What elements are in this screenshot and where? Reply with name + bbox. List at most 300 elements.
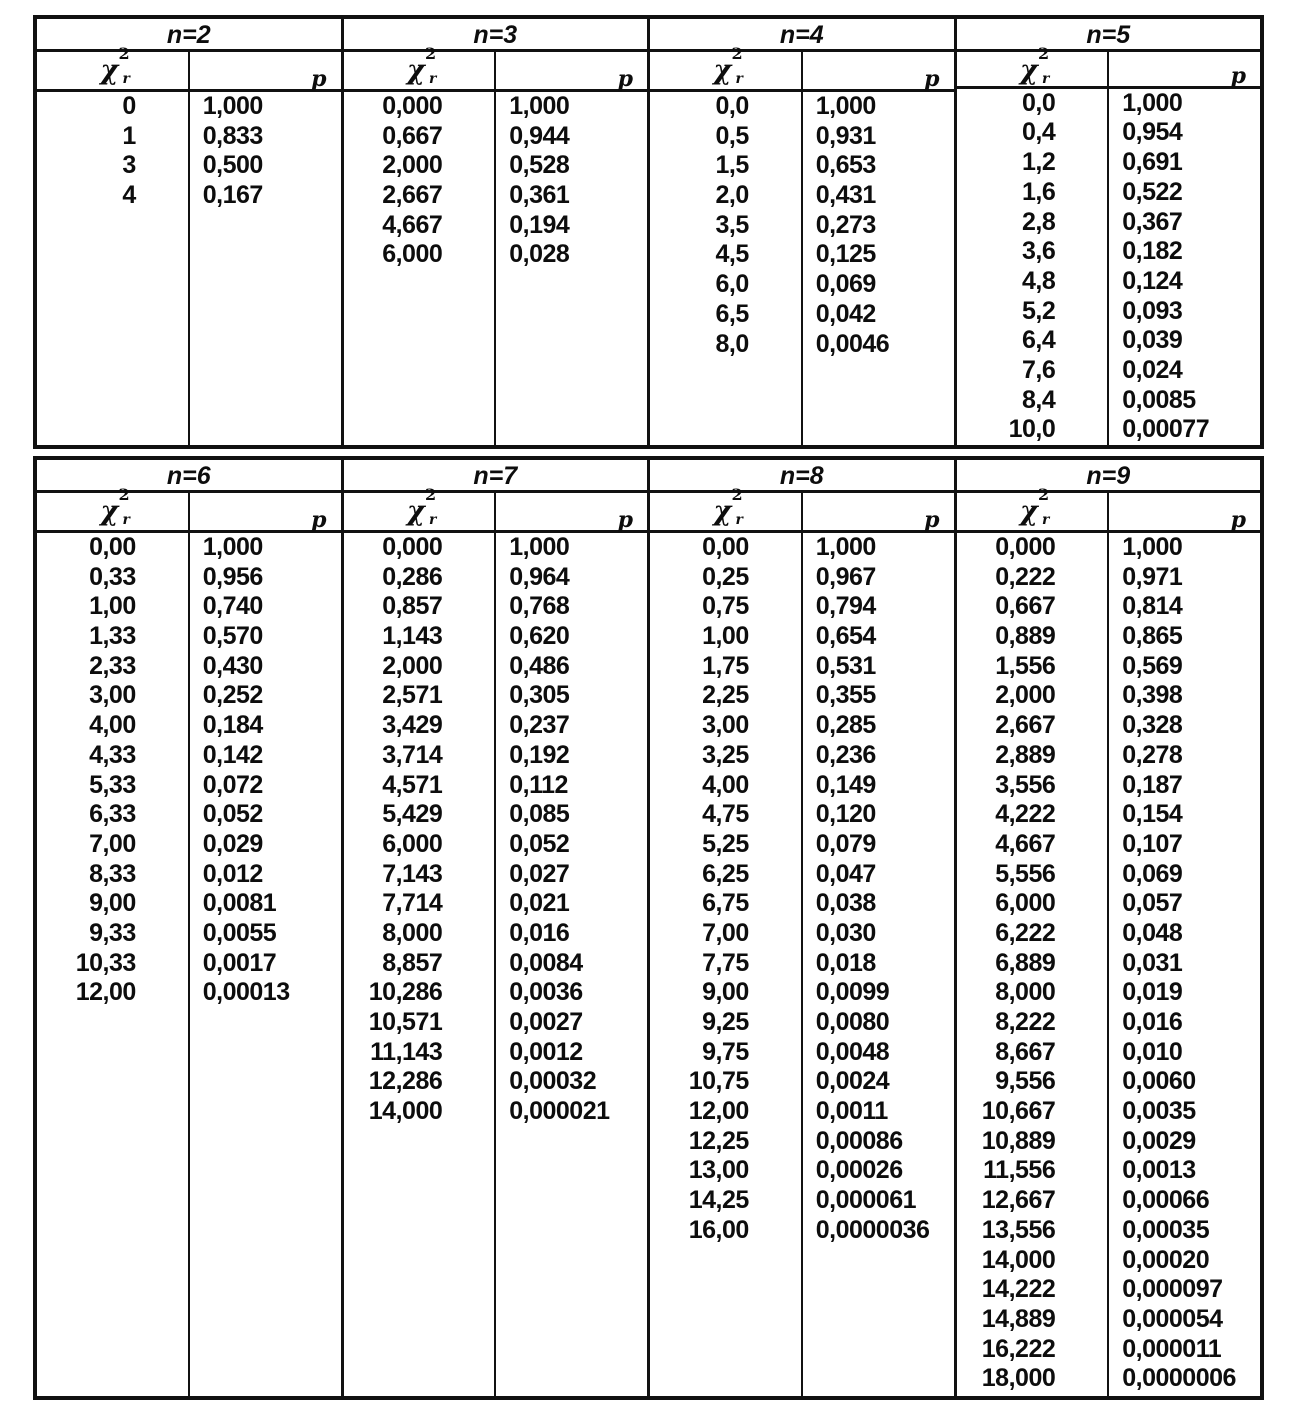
chi-square-header	[957, 485, 1108, 530]
p-value: 0,0060	[1122, 1067, 1196, 1096]
chi-square-symbol: χ 2 r	[1019, 44, 1050, 87]
p-value: 0,931	[815, 121, 876, 150]
p-value: 0,027	[509, 859, 570, 888]
p-value: 0,768	[509, 592, 570, 621]
p-value: 0,367	[1122, 207, 1183, 236]
chi-square-symbol: χ 2 r	[100, 485, 130, 528]
chi-square-value: 9,75	[702, 1037, 749, 1066]
chi-square-column	[37, 533, 188, 1396]
chi-square-value: 2,25	[702, 681, 749, 710]
p-value: 0,0035	[1122, 1097, 1196, 1126]
p-value: 0,047	[815, 859, 876, 888]
chi-square-value: 13,00	[688, 1156, 749, 1185]
chi-square-value: 4	[122, 181, 136, 210]
chi-square-value: 0,222	[995, 562, 1056, 591]
p-value: 0,355	[815, 681, 876, 710]
group-body	[957, 533, 1261, 1396]
p-value: 0,0024	[815, 1067, 890, 1096]
chi-square-value: 16,222	[981, 1334, 1056, 1363]
chi-square-value: 4,222	[995, 800, 1056, 829]
p-value: 0,964	[509, 562, 570, 591]
chi-square-column	[957, 533, 1108, 1396]
chi-square-value: 0,000	[995, 533, 1056, 561]
p-value: 0,167	[202, 181, 263, 210]
chi-square-subscript: r	[735, 71, 743, 87]
chi-square-superscript: 2	[118, 485, 130, 504]
chi-square-value: 8,222	[995, 1008, 1056, 1036]
chi-square-value: 2,33	[89, 651, 136, 680]
chi-square-superscript: 2	[1037, 44, 1050, 63]
chi-square-value: 2,0	[715, 181, 749, 210]
chi-square-value: 12,00	[75, 978, 136, 1007]
chi-square-value: 6,000	[995, 889, 1056, 918]
chi-square-value: 2,000	[382, 151, 443, 180]
chi-square-value: 12,25	[688, 1126, 749, 1155]
chi-square-value: 4,8	[1021, 266, 1056, 295]
chi-square-value: 3,429	[382, 711, 443, 740]
column-subheader-row	[957, 485, 1261, 533]
column-subheader-row	[650, 44, 954, 92]
p-value: 0,124	[1122, 266, 1183, 295]
p-value: 1,000	[1122, 88, 1183, 117]
group-body	[957, 89, 1261, 445]
p-value: 0,740	[202, 592, 263, 621]
p-value-column	[801, 533, 954, 1396]
chi-square-value: 4,571	[382, 770, 443, 799]
p-value: 0,569	[1122, 651, 1183, 680]
p-value: 0,019	[1122, 978, 1183, 1007]
chi-square-value: 5,556	[995, 859, 1056, 888]
p-value: 0,833	[202, 121, 263, 150]
p-value: 0,361	[509, 181, 570, 210]
p-value: 0,0000036	[815, 1215, 930, 1244]
chi-square-value: 5,429	[382, 800, 443, 829]
p-value-column	[801, 92, 954, 445]
group-header: n=5	[957, 19, 1261, 52]
p-value: 0,107	[1122, 829, 1183, 858]
group-header: n=2	[37, 19, 341, 52]
p-value-column	[494, 533, 647, 1396]
p-value: 0,182	[1122, 237, 1183, 266]
chi-square-value: 6,4	[1021, 326, 1056, 355]
p-symbol: p	[311, 66, 327, 92]
group-header: n=3	[344, 19, 648, 52]
p-value: 0,0017	[202, 948, 277, 977]
p-value: 0,430	[202, 651, 263, 680]
p-value: 0,030	[815, 918, 876, 947]
p-value: 0,273	[815, 210, 876, 239]
chi-square-value: 6,33	[89, 800, 136, 829]
chi-square-value: 3,25	[702, 740, 749, 769]
chi-square-value: 7,75	[702, 948, 749, 977]
p-value: 0,010	[1122, 1037, 1183, 1066]
p-value: 0,00077	[1122, 415, 1210, 444]
p-value: 0,0081	[202, 889, 277, 918]
column-subheader-row	[957, 44, 1261, 89]
p-value: 1,000	[509, 92, 570, 120]
chi-square-column	[650, 92, 801, 445]
p-value: 0,184	[202, 711, 263, 740]
chi-square-value: 3	[122, 151, 136, 180]
chi-square-value: 0,33	[89, 562, 136, 591]
chi-square-value: 0,75	[702, 592, 749, 621]
chi-square-value: 9,00	[89, 889, 136, 918]
chi-square-subscript: r	[1041, 512, 1050, 528]
p-value: 0,570	[202, 622, 263, 651]
p-symbol: p	[1230, 507, 1246, 533]
chi-square-value: 6,0	[715, 270, 749, 299]
p-value: 0,018	[815, 948, 876, 977]
chi-square-value: 2,000	[382, 651, 443, 680]
chi-square-header	[650, 485, 801, 530]
p-value-header	[1107, 52, 1260, 89]
p-value: 0,052	[202, 800, 263, 829]
column-subheader-row	[37, 485, 341, 533]
p-value: 0,125	[815, 240, 876, 269]
p-value: 0,305	[509, 681, 570, 710]
chi-square-value: 3,00	[89, 681, 136, 710]
p-value: 0,654	[815, 622, 876, 651]
p-value: 0,971	[1122, 562, 1183, 591]
group-body	[650, 533, 954, 1396]
chi-square-value: 0,000	[382, 92, 443, 120]
p-value: 0,0084	[509, 948, 583, 977]
chi-square-value: 3,714	[382, 740, 443, 769]
p-value: 0,865	[1122, 622, 1183, 651]
chi-square-value: 8,000	[382, 918, 443, 947]
chi-square-header	[344, 485, 495, 530]
chi-square-value: 14,000	[981, 1245, 1056, 1274]
chi-square-value: 3,00	[702, 711, 749, 740]
chi-square-value: 12,667	[981, 1186, 1056, 1215]
p-value: 0,0013	[1122, 1156, 1196, 1185]
p-symbol: p	[617, 507, 633, 533]
chi-square-value: 6,75	[702, 889, 749, 918]
column-subheader-row	[650, 485, 954, 533]
p-value: 1,000	[815, 533, 876, 561]
chi-square-value: 13,556	[981, 1215, 1056, 1244]
chi-square-value: 14,222	[981, 1275, 1056, 1304]
p-value: 0,00086	[815, 1126, 903, 1155]
p-value: 0,00020	[1122, 1245, 1210, 1274]
p-value: 0,029	[202, 829, 263, 858]
chi-square-symbol: χ 2 r	[406, 485, 437, 528]
chi-square-value: 6,000	[382, 240, 443, 269]
p-value: 0,069	[815, 270, 876, 299]
p-value: 0,120	[815, 800, 876, 829]
chi-square-value: 10,33	[75, 948, 136, 977]
p-value: 0,052	[509, 829, 570, 858]
p-value-header	[188, 52, 341, 92]
p-value: 0,0027	[509, 1008, 583, 1036]
chi-square-value: 0,4	[1021, 118, 1056, 147]
chi-square-value: 1,00	[702, 622, 749, 651]
chi-square-value: 11,556	[983, 1156, 1056, 1185]
chi-square-value: 0,5	[715, 121, 749, 150]
chi-square-symbol: χ 2 r	[1019, 485, 1050, 528]
chi-square-value: 2,667	[995, 711, 1056, 740]
chi-square-column	[37, 92, 188, 445]
chi-square-symbol: χ 2 r	[713, 44, 743, 87]
column-subheader-row	[344, 44, 648, 92]
p-value: 0,0011	[815, 1097, 888, 1126]
chi-square-value: 1,75	[702, 651, 749, 680]
chi-square-value: 10,75	[688, 1067, 749, 1096]
chi-square-value: 10,0	[1008, 415, 1056, 444]
p-value: 0,522	[1122, 177, 1183, 206]
p-value: 0,528	[509, 151, 570, 180]
column-group	[37, 19, 341, 445]
p-value: 0,0085	[1122, 385, 1196, 414]
chi-square-value: 1,00	[89, 592, 136, 621]
p-value: 0,398	[1122, 681, 1183, 710]
chi-square-value: 1,33	[89, 622, 136, 651]
chi-square-superscript: 2	[1037, 485, 1050, 504]
p-value: 0,154	[1122, 800, 1183, 829]
chi-square-value: 4,667	[382, 210, 443, 239]
chi-square-value: 1,556	[995, 651, 1056, 680]
p-value: 0,285	[815, 711, 876, 740]
chi-square-value: 1,143	[382, 622, 443, 651]
chi-square-superscript: 2	[424, 44, 437, 63]
chi-square-value: 8,33	[89, 859, 136, 888]
p-value: 0,093	[1122, 296, 1183, 325]
group-header: n=4	[650, 19, 954, 52]
chi-square-subscript: r	[735, 512, 743, 528]
group-header: n=6	[37, 460, 341, 493]
p-value: 0,00032	[509, 1067, 597, 1096]
chi-square-value: 4,75	[702, 800, 749, 829]
p-value: 0,000054	[1122, 1304, 1223, 1333]
p-value-header	[494, 52, 647, 92]
p-value: 0,142	[202, 740, 263, 769]
chi-square-value: 1,5	[715, 151, 749, 180]
chi-square-value: 10,571	[368, 1008, 443, 1036]
p-value: 0,252	[202, 681, 263, 710]
p-value: 1,000	[509, 533, 570, 561]
chi-square-value: 7,6	[1021, 355, 1056, 384]
chi-square-value: 1	[122, 121, 136, 150]
chi-square-value: 6,889	[995, 948, 1056, 977]
p-value: 1,000	[202, 92, 263, 120]
p-value: 0,149	[815, 770, 876, 799]
column-group	[647, 19, 954, 445]
chi-square-superscript: 2	[118, 44, 130, 63]
chi-square-value: 2,571	[382, 681, 443, 710]
p-value: 0,486	[509, 651, 570, 680]
chi-square-value: 3,6	[1021, 237, 1056, 266]
p-value: 0,691	[1122, 148, 1183, 177]
group-body	[650, 92, 954, 445]
chi-square-value: 7,143	[382, 859, 443, 888]
p-value: 0,000021	[509, 1097, 610, 1126]
p-value: 0,0080	[815, 1008, 890, 1036]
column-group	[341, 460, 648, 1396]
chi-square-value: 18,000	[981, 1364, 1056, 1393]
chi-square-symbol: χ 2 r	[713, 485, 743, 528]
p-value: 0,531	[815, 651, 876, 680]
group-body	[344, 92, 648, 445]
column-group	[647, 460, 954, 1396]
chi-square-column	[344, 533, 495, 1396]
p-value: 0,057	[1122, 889, 1183, 918]
chi-square-subscript: r	[122, 71, 130, 87]
p-value: 0,028	[509, 240, 570, 269]
chi-square-value: 1,2	[1021, 148, 1056, 177]
chi-square-value: 8,4	[1021, 385, 1056, 414]
chi-square-superscript: 2	[731, 485, 743, 504]
chi-square-value: 2,000	[995, 681, 1056, 710]
p-value: 0,0055	[202, 918, 277, 947]
chi-square-value: 16,00	[688, 1215, 749, 1244]
chi-square-value: 8,000	[995, 978, 1056, 1007]
p-value: 0,000061	[815, 1186, 917, 1215]
chi-square-value: 9,00	[702, 978, 749, 1007]
chi-square-value: 7,00	[89, 829, 136, 858]
column-group	[37, 460, 341, 1396]
group-body	[37, 533, 341, 1396]
p-value: 0,042	[815, 299, 876, 328]
p-value-column	[188, 533, 341, 1396]
chi-square-header	[650, 44, 801, 89]
chi-square-value: 2,8	[1021, 207, 1056, 236]
chi-square-superscript: 2	[424, 485, 437, 504]
p-value: 0,967	[815, 562, 876, 591]
chi-square-column	[650, 533, 801, 1396]
p-value: 0,00066	[1122, 1186, 1210, 1215]
p-value-header	[801, 52, 954, 92]
p-value: 0,653	[815, 151, 876, 180]
column-group	[954, 460, 1261, 1396]
chi-square-value: 0,0	[715, 92, 749, 120]
p-value-column	[494, 92, 647, 445]
group-header: n=8	[650, 460, 954, 493]
p-value: 0,0000006	[1122, 1364, 1236, 1393]
chi-square-value: 3,556	[995, 770, 1056, 799]
chi-square-value: 11,143	[370, 1037, 443, 1066]
chi-square-value: 12,00	[688, 1097, 749, 1126]
p-value: 0,00013	[202, 978, 290, 1007]
p-value: 0,278	[1122, 740, 1183, 769]
column-group	[341, 19, 648, 445]
chi-square-value: 0	[122, 92, 136, 120]
chi-square-value: 8,667	[995, 1037, 1056, 1066]
chi-square-column	[957, 89, 1108, 445]
chi-square-value: 14,000	[368, 1097, 443, 1126]
chi-square-value: 0,667	[382, 121, 443, 150]
p-value: 0,944	[509, 121, 570, 150]
chi-square-value: 4,667	[995, 829, 1056, 858]
chi-square-value: 5,33	[89, 770, 136, 799]
chi-square-header	[37, 485, 188, 530]
chi-square-value: 0,286	[382, 562, 443, 591]
p-value: 0,024	[1122, 355, 1183, 384]
chi-square-subscript: r	[428, 71, 437, 87]
p-value: 0,012	[202, 859, 263, 888]
chi-square-value: 0,00	[702, 533, 749, 561]
p-value: 0,085	[509, 800, 570, 829]
column-group	[954, 19, 1261, 445]
p-value: 1,000	[1122, 533, 1183, 561]
p-value: 0,0048	[815, 1037, 890, 1066]
chi-square-value: 2,667	[382, 181, 443, 210]
p-value: 0,079	[815, 829, 876, 858]
p-value: 0,814	[1122, 592, 1183, 621]
p-value: 0,038	[815, 889, 876, 918]
p-value: 0,112	[509, 770, 568, 799]
p-value: 0,187	[1122, 770, 1183, 799]
p-value: 0,0012	[509, 1037, 583, 1066]
chi-square-value: 0,00	[89, 533, 136, 561]
group-body	[37, 92, 341, 445]
group-body	[344, 533, 648, 1396]
p-value: 0,016	[1122, 1008, 1183, 1036]
p-value: 0,000011	[1122, 1334, 1222, 1363]
p-value: 1,000	[202, 533, 263, 561]
chi-square-value: 1,6	[1021, 177, 1056, 206]
p-value: 0,069	[1122, 859, 1183, 888]
p-value: 0,00026	[815, 1156, 903, 1185]
chi-square-value: 0,000	[382, 533, 443, 561]
chi-square-value: 0,857	[382, 592, 443, 621]
p-value: 0,236	[815, 740, 876, 769]
group-header: n=9	[957, 460, 1261, 493]
chi-square-value: 0,667	[995, 592, 1056, 621]
chi-square-symbol: χ 2 r	[406, 44, 437, 87]
chi-square-value: 2,889	[995, 740, 1056, 769]
chi-square-subscript: r	[428, 512, 437, 528]
chi-square-header	[957, 44, 1108, 87]
p-value: 0,00035	[1122, 1215, 1210, 1244]
p-value: 0,237	[509, 711, 570, 740]
chi-square-value: 14,889	[981, 1304, 1056, 1333]
p-value: 0,956	[202, 562, 263, 591]
p-value: 0,194	[509, 210, 570, 239]
chi-square-value: 0,25	[702, 562, 749, 591]
chi-square-superscript: 2	[731, 44, 743, 63]
p-value: 0,192	[509, 740, 570, 769]
chi-square-value: 4,33	[89, 740, 136, 769]
p-value: 0,072	[202, 770, 263, 799]
chi-square-value: 8,857	[382, 948, 443, 977]
chi-square-subscript: r	[1041, 71, 1050, 87]
p-value: 0,328	[1122, 711, 1183, 740]
lower-table	[33, 456, 1264, 1400]
p-value-header	[1107, 493, 1260, 533]
p-value-column	[1107, 533, 1260, 1396]
chi-square-value: 6,000	[382, 829, 443, 858]
chi-square-value: 10,889	[981, 1126, 1056, 1155]
chi-square-value: 7,00	[702, 918, 749, 947]
chi-square-value: 5,2	[1021, 296, 1056, 325]
p-symbol: p	[1230, 62, 1246, 89]
p-value: 1,000	[815, 92, 876, 120]
chi-square-symbol: χ 2 r	[100, 44, 130, 87]
chi-square-value: 3,5	[715, 210, 749, 239]
chi-square-value: 10,286	[368, 978, 443, 1007]
chi-square-value: 4,5	[715, 240, 749, 269]
p-value: 0,021	[509, 889, 570, 918]
p-value: 0,0099	[815, 978, 890, 1007]
p-value-header	[188, 493, 341, 533]
p-value: 0,031	[1122, 948, 1183, 977]
chi-square-value: 6,5	[715, 299, 749, 328]
chi-square-value: 8,0	[715, 329, 749, 358]
chi-square-value: 10,667	[981, 1097, 1056, 1126]
column-subheader-row	[344, 485, 648, 533]
chi-square-value: 7,714	[382, 889, 443, 918]
p-value-header	[801, 493, 954, 533]
